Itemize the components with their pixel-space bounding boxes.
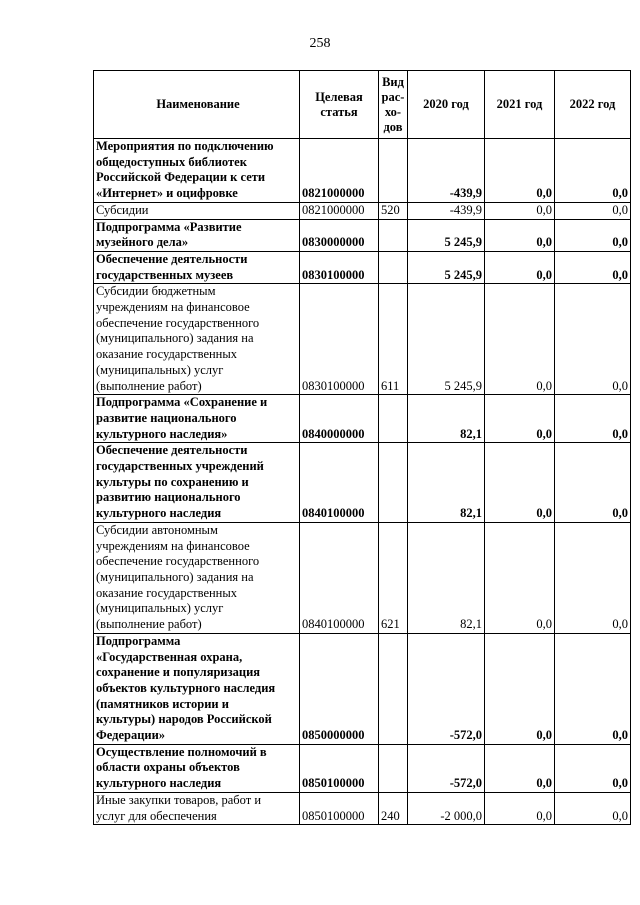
header-vid-line: Вид [382,74,404,89]
header-code-line: Целевая [315,89,363,104]
row-name-line: Субсидии автономным [96,522,218,537]
row-name-line: (муниципальных) услуг [96,601,224,616]
row-name-line: культурного наследия [96,506,222,521]
row-name-line: культурного наследия» [96,426,228,441]
row-2021: 0,0 [485,744,555,792]
row-2020: -2 000,0 [408,792,485,824]
row-name-line: обеспечение государственного [96,315,260,330]
row-vid: 240 [379,792,408,824]
row-2022: 0,0 [555,522,631,633]
row-2022: 0,0 [555,443,631,523]
row-2021: 0,0 [485,522,555,633]
row-name-line: оказание государственных [96,347,238,362]
row-code: 0840100000 [300,443,379,523]
table-row [94,395,631,443]
row-vid [379,633,408,744]
header-vid-line: хо- [384,104,402,119]
row-name-line: культуры) народов Российской [96,712,272,727]
row-name-line: обеспечение государственного [96,554,260,569]
header-code [300,71,379,139]
row-name [94,744,300,792]
row-code: 0821000000 [300,139,379,203]
row-2022: 0,0 [555,219,631,251]
row-name-line: Осуществление полномочий в [96,744,267,759]
header-2020: 2020 год [408,71,485,139]
row-name-line: Субсидии бюджетным [96,284,216,299]
row-vid [379,139,408,203]
header-name: Наименование [94,71,300,139]
header-vid [379,71,408,139]
row-name-line: Подпрограмма «Развитие [96,219,242,234]
row-name-line: Федерации» [96,728,166,743]
header-2022: 2022 год [555,71,631,139]
row-2022: 0,0 [555,251,631,283]
header-vid-line: рас- [381,89,405,104]
row-name-line: (памятников истории и [96,696,229,711]
row-name-line: (муниципального) задания на [96,331,254,346]
row-2021: 0,0 [485,633,555,744]
row-name-line: Подпрограмма «Сохранение и [96,395,268,410]
row-name-line: государственных учреждений [96,459,264,474]
row-vid [379,251,408,283]
row-vid [379,395,408,443]
row-name-line: государственных музеев [96,267,234,282]
row-code: 0850100000 [300,744,379,792]
row-2020: -572,0 [408,744,485,792]
row-name-line: Субсидии [96,202,149,217]
row-2022: 0,0 [555,744,631,792]
row-name [94,443,300,523]
row-name-line: культуры по сохранению и [96,474,249,489]
row-code: 0850100000 [300,792,379,824]
row-name-line: общедоступных библиотек [96,154,247,169]
row-code: 0850000000 [300,633,379,744]
table-row [94,744,631,792]
row-code: 0840000000 [300,395,379,443]
table-row [94,522,631,633]
row-name-line: (муниципального) задания на [96,569,254,584]
row-vid [379,443,408,523]
row-2020: -439,9 [408,139,485,203]
row-2021: 0,0 [485,219,555,251]
table-row [94,139,631,203]
row-vid: 611 [379,284,408,395]
row-2020: 5 245,9 [408,284,485,395]
row-2020: 82,1 [408,522,485,633]
header-vid-line: дов [383,119,403,134]
row-name-line: Российской Федерации к сети [96,170,266,185]
row-2022: 0,0 [555,284,631,395]
row-name-line: (муниципальных) услуг [96,362,224,377]
row-name [94,139,300,203]
row-name [94,284,300,395]
row-name [94,792,300,824]
row-name-line: услуг для обеспечения [96,808,217,823]
row-name-line: сохранение и популяризация [96,665,261,680]
table-row [94,284,631,395]
row-name-line: (выполнение работ) [96,617,202,632]
row-name-line: области охраны объектов [96,760,240,775]
row-name-line: культурного наследия [96,776,222,791]
row-2021: 0,0 [485,284,555,395]
row-vid: 621 [379,522,408,633]
row-name-line: «Интернет» и оцифровке [96,186,238,201]
page-number: 258 [309,36,331,51]
row-2020: 82,1 [408,395,485,443]
header-2021: 2021 год [485,71,555,139]
row-name-line: Мероприятия по подключению [96,139,274,153]
row-name-line: Подпрограмма [96,633,181,648]
row-name-line: учреждениям на финансовое [96,538,250,553]
row-2022: 0,0 [555,395,631,443]
row-name-line: развитию национального [96,490,241,505]
row-2020: 5 245,9 [408,251,485,283]
row-2020: 5 245,9 [408,219,485,251]
row-name [94,219,300,251]
row-name-line: оказание государственных [96,585,238,600]
row-name-line: развитие национального [96,410,237,425]
row-code: 0830100000 [300,251,379,283]
table-body [94,139,631,825]
row-2021: 0,0 [485,395,555,443]
row-2022: 0,0 [555,792,631,824]
table-header-row [94,71,631,139]
row-2021: 0,0 [485,202,555,219]
row-name [94,522,300,633]
row-name-line: «Государственная охрана, [96,649,243,664]
row-2022: 0,0 [555,633,631,744]
row-name-line: объектов культурного наследия [96,680,276,695]
row-code: 0821000000 [300,202,379,219]
row-2020: 82,1 [408,443,485,523]
table-row [94,792,631,824]
row-code: 0830000000 [300,219,379,251]
row-vid: 520 [379,202,408,219]
row-2021: 0,0 [485,139,555,203]
row-2021: 0,0 [485,251,555,283]
row-vid [379,219,408,251]
row-2022: 0,0 [555,139,631,203]
table-row [94,251,631,283]
row-code: 0830100000 [300,284,379,395]
row-name [94,633,300,744]
row-name-line: (выполнение работ) [96,378,202,393]
row-name-line: Иные закупки товаров, работ и [96,792,262,807]
row-2020: -572,0 [408,633,485,744]
row-vid [379,744,408,792]
row-name-line: учреждениям на финансовое [96,300,250,315]
row-name-line: Обеспечение деятельности [96,251,248,266]
table-row [94,443,631,523]
row-code: 0840100000 [300,522,379,633]
header-code-line: статья [320,104,358,119]
row-2022: 0,0 [555,202,631,219]
row-name [94,395,300,443]
budget-table [93,70,631,825]
row-name [94,251,300,283]
row-2021: 0,0 [485,443,555,523]
row-2020: -439,9 [408,202,485,219]
table-row [94,219,631,251]
row-name-line: музейного дела» [96,235,189,250]
row-name-line: Обеспечение деятельности [96,443,248,458]
table-row [94,633,631,744]
row-2021: 0,0 [485,792,555,824]
row-name [94,202,300,219]
table-row [94,202,631,219]
